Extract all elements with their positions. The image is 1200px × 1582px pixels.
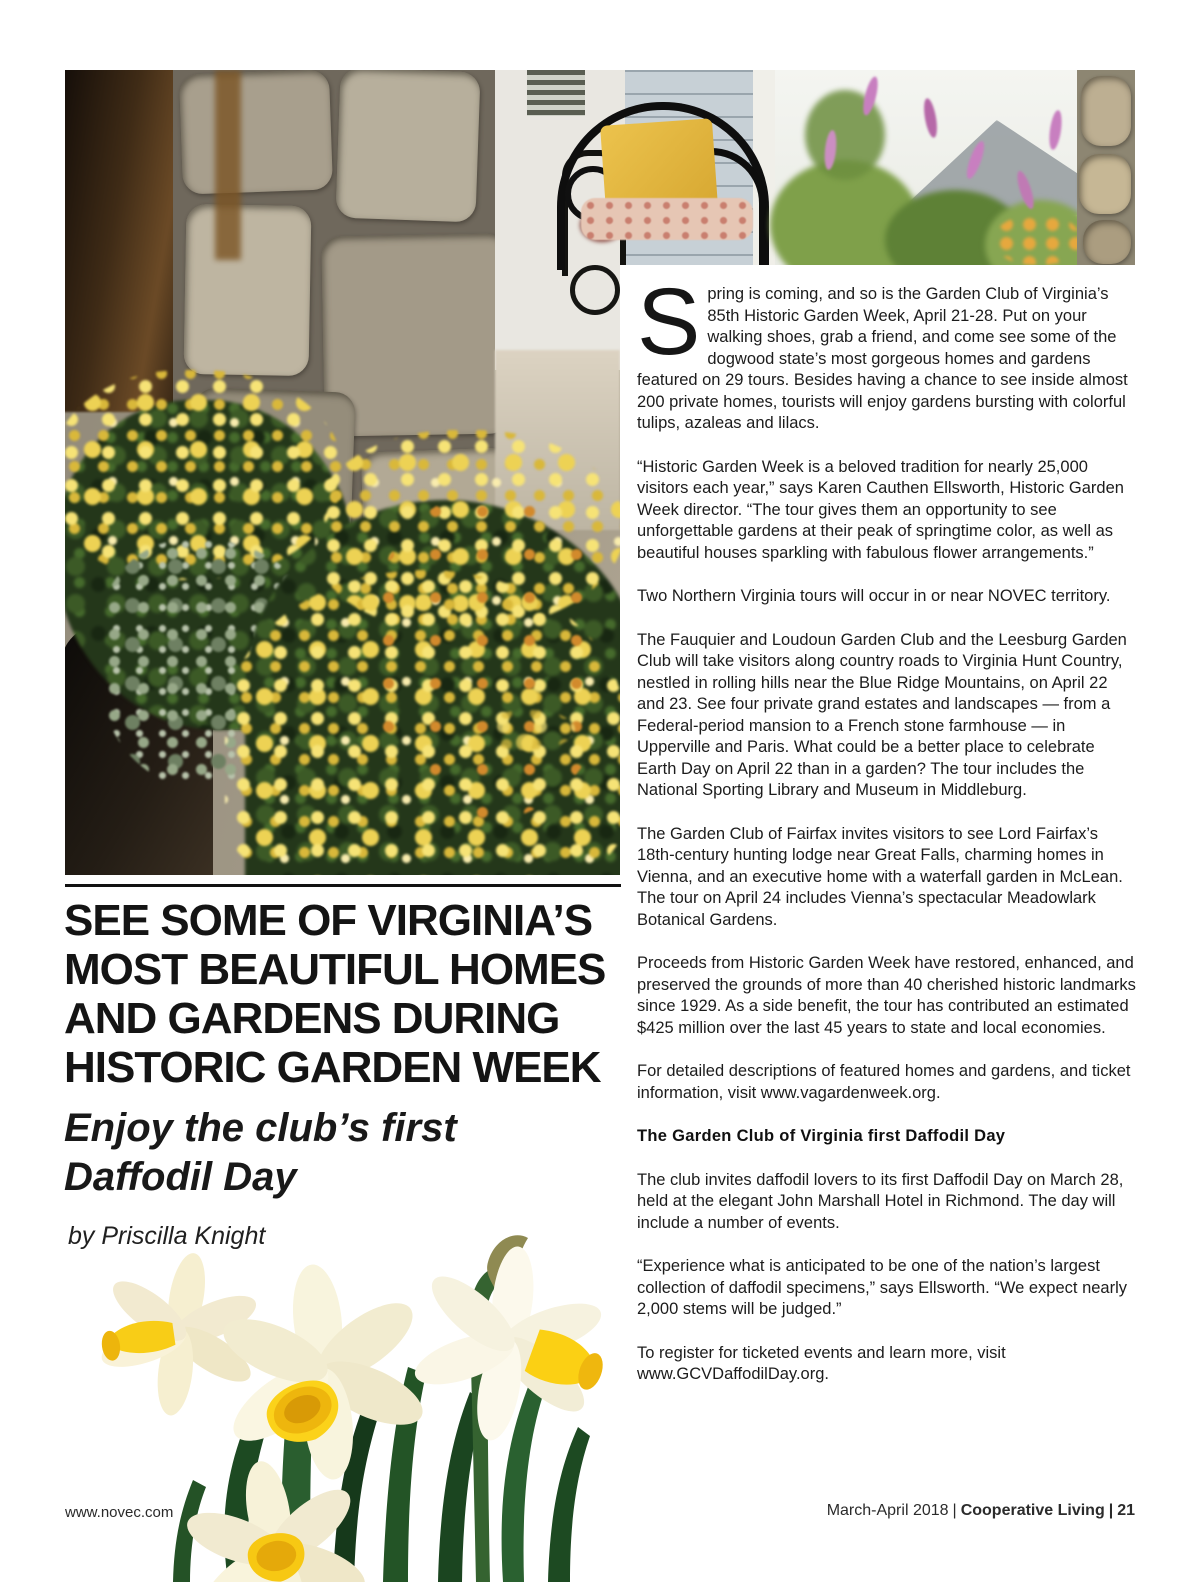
- paragraph: [637, 269, 1137, 435]
- paragraph: The Garden Club of Fairfax invites visitors to see Lord Fairfax’s 18th-century hunting lodge near Great Falls, charming homes in Vienna, and an executive home with a waterfall garden in McLean. The tour on April 24 includes Vienna’s spectacular Meadowlark Botanical Gardens.: [637, 824, 1123, 929]
- footer-website: www.novec.com: [65, 1504, 174, 1521]
- footer-issue: March-April 2018: [826, 1502, 949, 1519]
- article-headline: [64, 896, 639, 1092]
- paragraph: The club invites daffodil lovers to its first Daffodil Day on March 28, held at the elegant John Marshall Hotel in Richmond. The day will include a number of events.: [637, 1170, 1124, 1232]
- paragraph: For detailed descriptions of featured homes and gardens, and ticket information, visit www.vagardenweek.org.: [637, 1062, 1131, 1102]
- subtitle-line: Enjoy the club’s first: [64, 1106, 457, 1150]
- drop-cap: S: [637, 269, 699, 375]
- louver-window: [527, 70, 585, 116]
- begonia-orange-centers: [365, 490, 615, 820]
- paragraph-text: pring is coming, and so is the Garden Club of Virginia’s 85th Historic Garden Week, April 21-28. Put on your walking shoes, grab a friend, and come see some of the dogwood state’s most gorgeous homes and gardens featured on 29 tours. Besides having a chance to see inside almost 200 private homes, tourists will enjoy gardens bursting with colorful tulips, azaleas and lilacs.: [637, 285, 1128, 432]
- paragraph: Proceeds from Historic Garden Week have restored, enhanced, and preserved the grounds of more than 40 cherished historic landmarks since 1929. As a side benefit, the tour has contributed an estimated $425 million over the last 45 years to state and local economies.: [637, 954, 1136, 1037]
- wood-post: [65, 70, 181, 412]
- footer-page-number: 21: [1117, 1502, 1135, 1519]
- paragraph: Two Northern Virginia tours will occur in or near NOVEC territory.: [637, 587, 1111, 605]
- paragraph: The Fauquier and Loudoun Garden Club and the Leesburg Garden Club will take visitors along country roads to Virginia Hunt Country, nestled in rolling hills near the Blue Ridge Mountains, on April 22 and 23. See four private grand estates and landscapes — from a Federal-period mansion to a French stone farmhouse — in Upperville and Paris. What could be a better place to celebrate Earth Day on April 22 than in a garden? The tour includes the National Sporting Library and Museum in Middleburg.: [637, 630, 1127, 799]
- paragraph: “Historic Garden Week is a beloved tradition for nearly 25,000 visitors each year,” says Karen Cauthen Ellsworth, Historic Garden Week director. “The tour gives them an opportunity to see unforgettable gardens at their peak of springtime color, as well as beautiful houses sparkling with fabulous flower arrangements.”: [637, 457, 1124, 562]
- floral-cushion: [581, 198, 753, 240]
- headline-line: HISTORIC GARDEN WEEK: [64, 1043, 601, 1092]
- daffodil-photo: [78, 1212, 718, 1582]
- footer-folio: [825, 1502, 1137, 1520]
- orange-flowers: [995, 215, 1080, 265]
- daffodil-flower: [401, 1236, 619, 1453]
- byline: by Priscilla Knight: [68, 1222, 266, 1250]
- headline-rule: [65, 884, 621, 887]
- paragraph: “Experience what is anticipated to be one of the nation’s largest collection of daffodil specimens,” says Ellsworth. “We expect nearly 2,000 stems will be judged.”: [637, 1257, 1128, 1318]
- subtitle-line: Daffodil Day: [64, 1155, 297, 1199]
- headline-line: SEE SOME OF VIRGINIA’S: [64, 896, 593, 945]
- footer-separator: |: [1108, 1502, 1114, 1519]
- right-stone-pillar: [1077, 70, 1135, 266]
- article-subtitle: [64, 1104, 639, 1202]
- section-subhead: The Garden Club of Virginia first Daffodil Day: [637, 1127, 1006, 1145]
- plant-stand-scroll: [570, 265, 620, 315]
- footer-separator: |: [952, 1502, 957, 1519]
- headline-line: AND GARDENS DURING: [64, 994, 560, 1043]
- article-body: [637, 269, 1137, 1408]
- paragraph: To register for ticketed events and learn more, visit www.GCVDaffodilDay.org.: [637, 1343, 1006, 1383]
- footer-magazine: Cooperative Living: [960, 1502, 1105, 1519]
- headline-line: MOST BEAUTIFUL HOMES: [64, 945, 606, 994]
